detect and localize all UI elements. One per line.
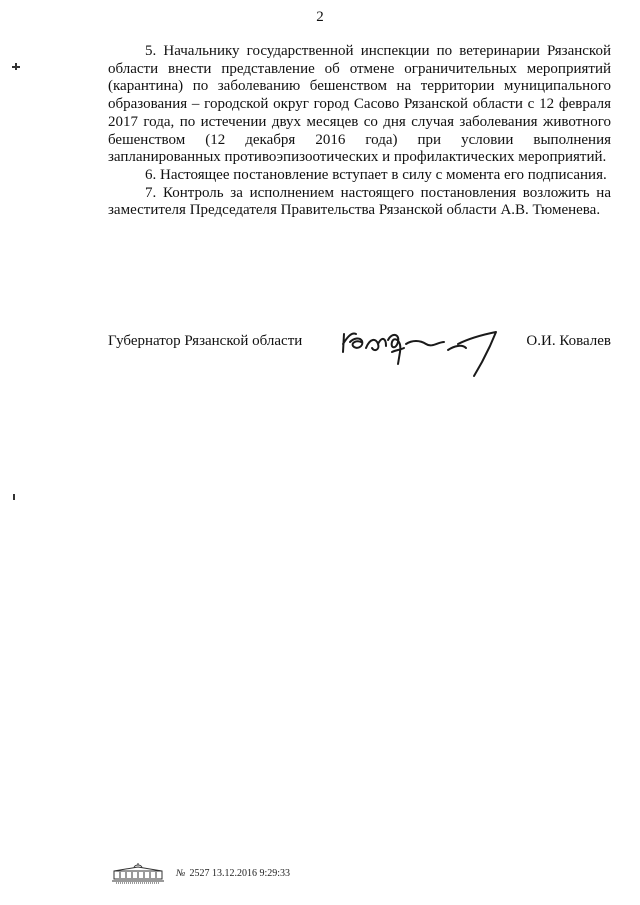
signature-block [108,322,611,382]
paragraph-5: 5. Начальнику государственной инспекции по ветеринарии Рязанской области внести представление об отмене ограничительных мероприятий (карантина) по заболеванию бешенством на территории муниципального образования – городской округ город Сасово Рязанской области с 12 февраля 2017 года, по истечении двух месяцев со дня случая заболевания животного бешенством (12 декабря 2016 года) при условии выполнения запланированных противоэпизоотических и профилактических мероприятий. [108,43,611,166]
building-logo-icon [110,862,166,884]
numero-sign: № [176,867,186,879]
paragraph-7: 7. Контроль за исполнением настоящего постановления возложить на заместителя Председателя Правительства Рязанской области А.В. Тюменева. [108,184,611,219]
registration-footer [110,862,290,884]
scan-mark [15,63,17,70]
handwritten-signature [340,322,500,378]
paragraph-6: 6. Настоящее постановление вступает в силу с момента его подписания. [145,166,607,183]
page-number: 2 [316,9,324,25]
registration-stamp: 2527 13.12.2016 9:29:33 [189,867,290,879]
signatory-name: О.И. Ковалев [526,333,611,349]
document-body [108,43,611,220]
signatory-title: Губернатор Рязанской области [108,333,303,349]
scan-mark [13,494,15,500]
